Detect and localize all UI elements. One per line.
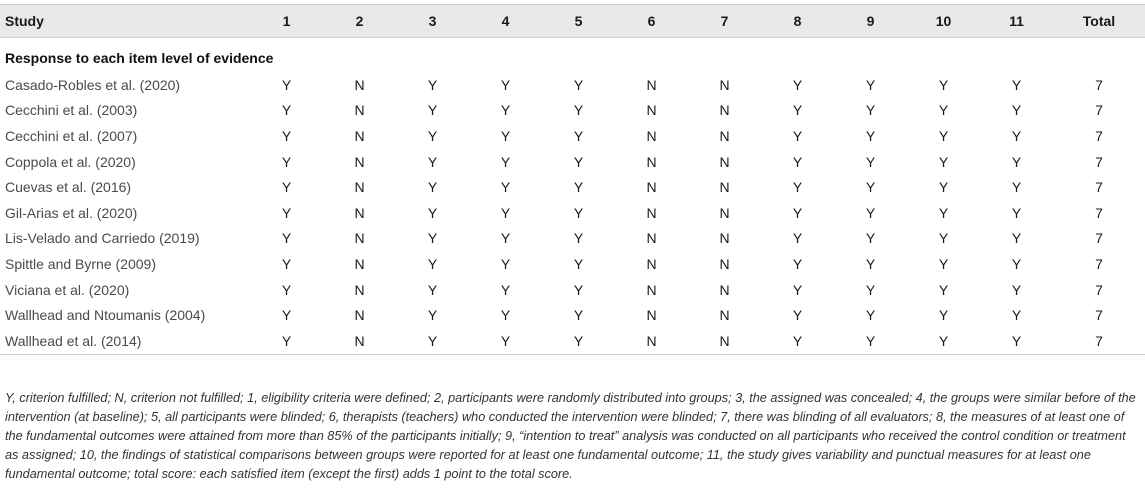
- item-cell: N: [646, 255, 657, 272]
- total-cell: 7: [1095, 179, 1103, 196]
- item-cell: N: [615, 328, 688, 354]
- item-cell: N: [646, 76, 657, 93]
- item-cell: Y: [427, 281, 438, 298]
- item-cell: Y: [427, 255, 438, 272]
- item-cell: Y: [938, 230, 949, 247]
- item-cell: Y: [573, 153, 584, 170]
- item-cell: N: [646, 102, 657, 119]
- item-cell: Y: [573, 102, 584, 119]
- item-cell: Y: [938, 281, 949, 298]
- item-cell: Y: [500, 179, 511, 196]
- study-cell: Coppola et al. (2020): [5, 153, 136, 170]
- item-cell: Y: [865, 127, 876, 144]
- item-cell: Y: [865, 153, 876, 170]
- study-cell: Gil-Arias et al. (2020): [5, 204, 138, 221]
- item-cell: N: [354, 255, 365, 272]
- item-cell: Y: [865, 179, 876, 196]
- item-cell: N: [354, 230, 365, 247]
- header-item-8: 8: [761, 5, 834, 38]
- item-cell: Y: [427, 102, 438, 119]
- item-cell: Y: [792, 102, 803, 119]
- item-cell: Y: [427, 179, 438, 196]
- header-item-6: 6: [615, 5, 688, 38]
- item-cell: Y: [500, 230, 511, 247]
- total-cell: 7: [1095, 255, 1103, 272]
- item-cell: Y: [427, 127, 438, 144]
- section-row: [0, 38, 1145, 73]
- item-cell: Y: [500, 76, 511, 93]
- item-cell: Y: [865, 102, 876, 119]
- item-cell: Y: [500, 255, 511, 272]
- item-cell: Y: [427, 307, 438, 324]
- table-row: [0, 123, 1145, 149]
- item-cell: N: [688, 328, 761, 354]
- header-total: Total: [1053, 5, 1145, 38]
- item-cell: Y: [573, 255, 584, 272]
- item-cell: Y: [792, 127, 803, 144]
- item-cell: Y: [938, 76, 949, 93]
- study-cell: Lis-Velado and Carriedo (2019): [5, 230, 200, 247]
- item-cell: Y: [865, 307, 876, 324]
- evidence-table: [0, 4, 1145, 355]
- table-row: [0, 251, 1145, 277]
- item-cell: Y: [865, 230, 876, 247]
- study-cell: Viciana et al. (2020): [5, 281, 130, 298]
- item-cell: Y: [1011, 179, 1022, 196]
- item-cell: N: [354, 281, 365, 298]
- item-cell: Y: [573, 230, 584, 247]
- header-item-11: 11: [980, 5, 1053, 38]
- item-cell: Y: [500, 153, 511, 170]
- item-cell: N: [354, 204, 365, 221]
- item-cell: N: [354, 102, 365, 119]
- item-cell: Y: [573, 127, 584, 144]
- study-cell: Cecchini et al. (2003): [5, 102, 138, 119]
- item-cell: N: [646, 127, 657, 144]
- study-cell: Cecchini et al. (2007): [5, 127, 138, 144]
- item-cell: N: [719, 127, 730, 144]
- total-cell: 7: [1095, 153, 1103, 170]
- item-cell: Y: [938, 127, 949, 144]
- item-cell: Y: [427, 230, 438, 247]
- item-cell: Y: [1011, 307, 1022, 324]
- item-cell: N: [719, 102, 730, 119]
- table-row: [0, 200, 1145, 226]
- item-cell: Y: [792, 255, 803, 272]
- item-cell: Y: [500, 307, 511, 324]
- item-cell: Y: [469, 328, 542, 354]
- item-cell: Y: [865, 281, 876, 298]
- study-cell: Casado-Robles et al. (2020): [5, 76, 181, 93]
- item-cell: Y: [1011, 153, 1022, 170]
- item-cell: Y: [792, 307, 803, 324]
- item-cell: N: [719, 307, 730, 324]
- item-cell: Y: [573, 204, 584, 221]
- item-cell: Y: [573, 76, 584, 93]
- item-cell: Y: [500, 102, 511, 119]
- table-body: [0, 38, 1145, 355]
- item-cell: Y: [907, 328, 980, 354]
- item-cell: Y: [792, 230, 803, 247]
- item-cell: Y: [1011, 76, 1022, 93]
- item-cell: Y: [792, 153, 803, 170]
- item-cell: Y: [834, 328, 907, 354]
- item-cell: Y: [938, 102, 949, 119]
- item-cell: Y: [865, 76, 876, 93]
- table-row: [0, 72, 1145, 98]
- item-cell: Y: [573, 307, 584, 324]
- item-cell: N: [354, 307, 365, 324]
- total-cell: 7: [1095, 76, 1103, 93]
- study-cell: Wallhead et al. (2014): [0, 328, 250, 354]
- table-row: [0, 328, 1145, 354]
- item-cell: N: [719, 153, 730, 170]
- item-cell: Y: [281, 204, 292, 221]
- item-cell: N: [646, 307, 657, 324]
- item-cell: Y: [500, 204, 511, 221]
- item-cell: N: [354, 179, 365, 196]
- study-cell: Cuevas et al. (2016): [5, 179, 132, 196]
- item-cell: Y: [573, 179, 584, 196]
- item-cell: Y: [1011, 230, 1022, 247]
- item-cell: Y: [281, 281, 292, 298]
- item-cell: Y: [1011, 102, 1022, 119]
- item-cell: Y: [938, 255, 949, 272]
- total-cell: 7: [1095, 127, 1103, 144]
- item-cell: Y: [1011, 281, 1022, 298]
- item-cell: Y: [1011, 204, 1022, 221]
- item-cell: Y: [281, 76, 292, 93]
- item-cell: N: [719, 76, 730, 93]
- item-cell: N: [646, 230, 657, 247]
- item-cell: Y: [500, 127, 511, 144]
- item-cell: Y: [1011, 255, 1022, 272]
- total-cell: 7: [1095, 281, 1103, 298]
- item-cell: Y: [792, 179, 803, 196]
- header-item-5: 5: [542, 5, 615, 38]
- item-cell: Y: [281, 127, 292, 144]
- header-item-3: 3: [396, 5, 469, 38]
- item-cell: Y: [938, 307, 949, 324]
- item-cell: Y: [427, 76, 438, 93]
- item-cell: Y: [938, 204, 949, 221]
- header-item-4: 4: [469, 5, 542, 38]
- header-item-1: 1: [250, 5, 323, 38]
- item-cell: Y: [865, 204, 876, 221]
- item-cell: N: [646, 153, 657, 170]
- item-cell: Y: [250, 328, 323, 354]
- item-cell: Y: [938, 179, 949, 196]
- study-cell: Wallhead and Ntoumanis (2004): [5, 307, 206, 324]
- total-cell: 7: [1095, 230, 1103, 247]
- item-cell: N: [719, 255, 730, 272]
- table-footnote: Y, criterion fulfilled; N, criterion not fulfilled; 1, eligibility criteria were defined; 2, participants were randomly distributed into groups; 3, the assigned was concealed; 4, the groups were similar before of the intervention (at baseline); 5, all participants were blinded; 6, therapists (teachers) who conducted the intervention were blinded; 7, there was blinding of all evaluators; 8, the measures of at least one of the fundamental outcomes were attained from more than 85% of the participants initially; 9, “intention to treat” analysis was conducted on all participants who received the control condition or treatment as assigned; 10, the findings of statistical comparisons between groups were reported for at least one fundamental outcome; 11, the study gives variability and punctual measures for at least one fundamental outcome; total score: each satisfied item (except the first) adds 1 point to the total score.: [5, 391, 1136, 481]
- item-cell: N: [719, 179, 730, 196]
- header-item-7: 7: [688, 5, 761, 38]
- item-cell: Y: [281, 307, 292, 324]
- table-row: [0, 98, 1145, 124]
- item-cell: Y: [865, 255, 876, 272]
- item-cell: N: [719, 281, 730, 298]
- item-cell: N: [646, 281, 657, 298]
- item-cell: N: [719, 204, 730, 221]
- item-cell: Y: [281, 153, 292, 170]
- item-cell: N: [354, 127, 365, 144]
- item-cell: Y: [542, 328, 615, 354]
- total-cell: 7: [1095, 307, 1103, 324]
- table-row: [0, 226, 1145, 252]
- item-cell: N: [354, 153, 365, 170]
- item-cell: N: [354, 76, 365, 93]
- item-cell: Y: [938, 153, 949, 170]
- item-cell: Y: [792, 76, 803, 93]
- header-row: [0, 5, 1145, 38]
- header-item-10: 10: [907, 5, 980, 38]
- study-cell: Spittle and Byrne (2009): [5, 255, 156, 272]
- total-cell: 7: [1095, 204, 1103, 221]
- header-item-2: 2: [323, 5, 396, 38]
- table-row: [0, 149, 1145, 175]
- header-item-9: 9: [834, 5, 907, 38]
- item-cell: Y: [281, 102, 292, 119]
- item-cell: Y: [792, 204, 803, 221]
- item-cell: Y: [281, 230, 292, 247]
- total-cell: 7: [1095, 102, 1103, 119]
- item-cell: N: [323, 328, 396, 354]
- total-cell: 7: [1053, 328, 1145, 354]
- item-cell: Y: [281, 179, 292, 196]
- item-cell: Y: [427, 204, 438, 221]
- item-cell: Y: [573, 281, 584, 298]
- item-cell: N: [646, 179, 657, 196]
- item-cell: Y: [427, 153, 438, 170]
- item-cell: Y: [281, 255, 292, 272]
- item-cell: Y: [980, 328, 1053, 354]
- item-cell: Y: [396, 328, 469, 354]
- item-cell: N: [719, 230, 730, 247]
- table-row: [0, 302, 1145, 328]
- header-study: Study: [0, 5, 250, 38]
- table-row: [0, 174, 1145, 200]
- item-cell: Y: [500, 281, 511, 298]
- table-row: [0, 277, 1145, 303]
- section-title: Response to each item level of evidence: [5, 50, 274, 66]
- item-cell: Y: [1011, 127, 1022, 144]
- item-cell: N: [646, 204, 657, 221]
- item-cell: Y: [792, 281, 803, 298]
- item-cell: Y: [761, 328, 834, 354]
